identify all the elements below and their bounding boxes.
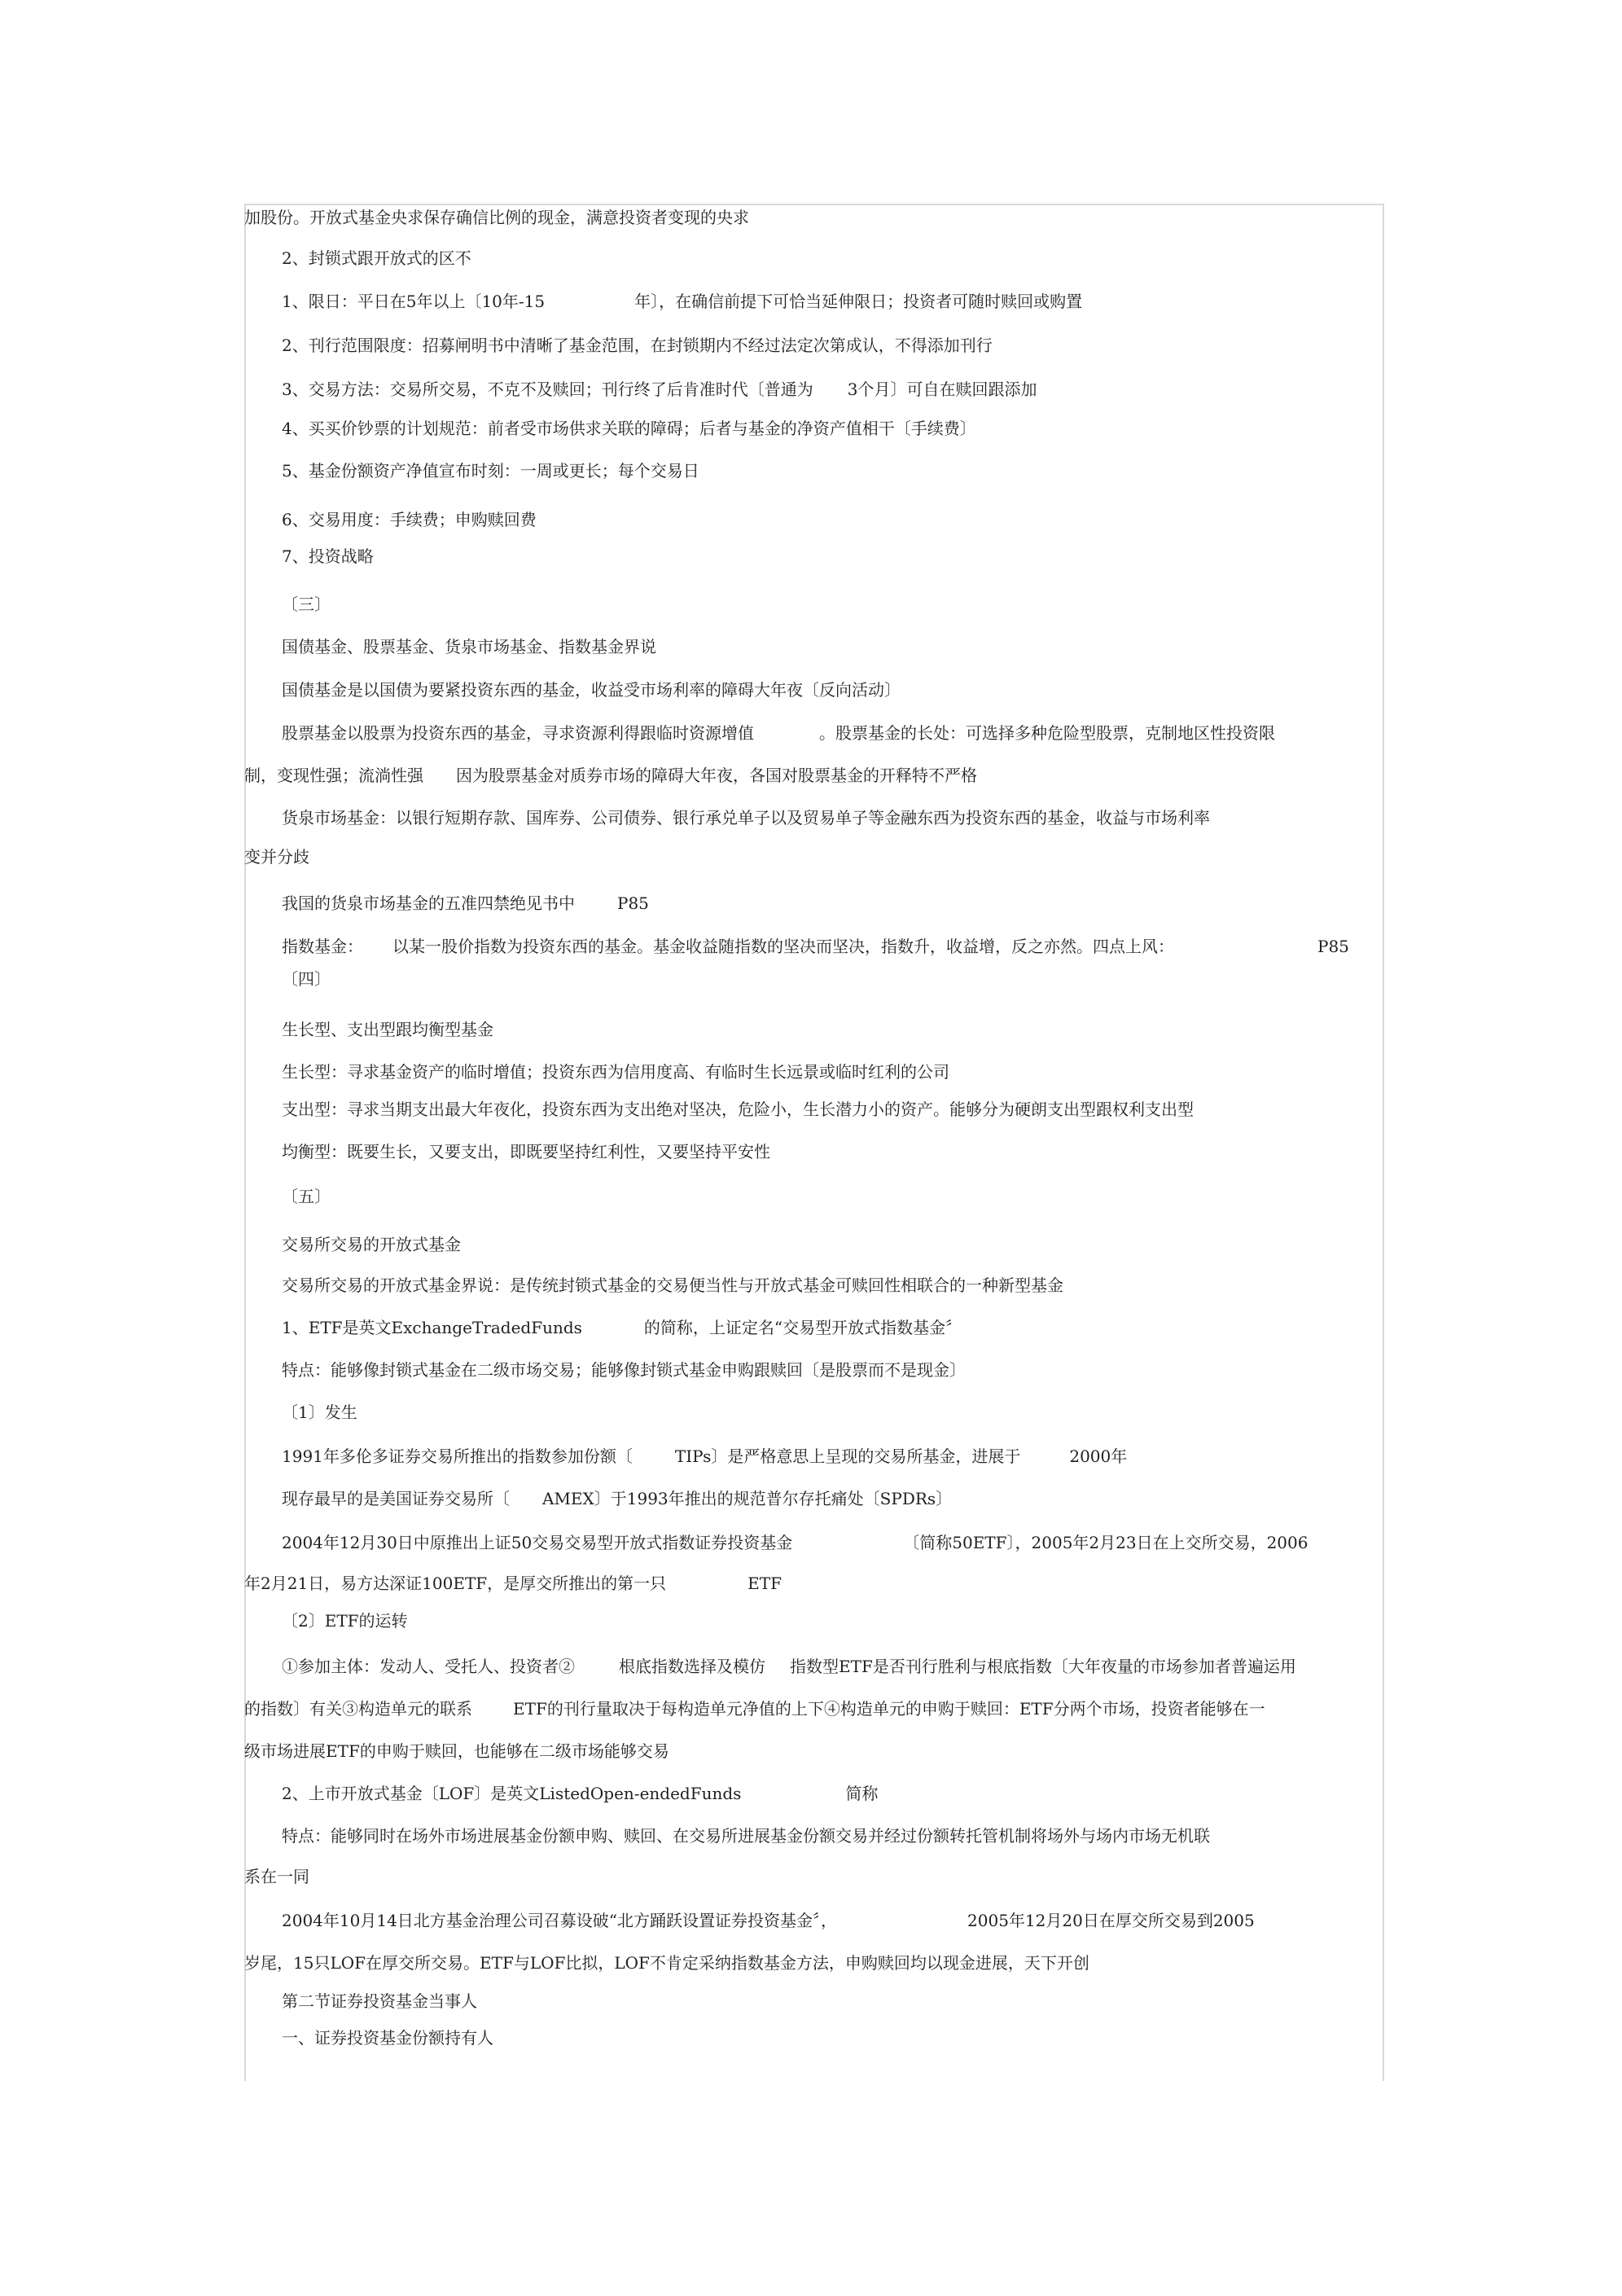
text-line-32: 2004年12月30日中原推出上证50交易交易型开放式指数证券投资基金 〔简称50ETF〕，2005年2月23日在上交所交易，2006	[282, 1533, 1309, 1552]
text-line-2: 2、封锁式跟开放式的区不	[282, 248, 471, 268]
text-line-3: 1、限日：平日在5年以上〔10年-15 年〕，在确信前提下可恰当延伸限日；投资者可随时赎回或购置	[282, 292, 1083, 311]
text-line-16: 变并分歧	[244, 847, 309, 867]
text-line-22: 支出型：寻求当期支出最大年夜化，投资东西为支出绝对坚决，危险小，生长潜力小的资产。能够分为硬朗支出型跟权利支出型	[282, 1100, 1194, 1119]
text-line-17: 我国的货泉市场基金的五准四禁绝见书中 P85	[282, 893, 649, 913]
text-line-34: 〔2〕ETF的运转	[282, 1611, 408, 1631]
text-line-31: 现存最早的是美国证券交易所〔 AMEX〕于1993年推出的规范普尔存托痛处〔SPDRs〕	[282, 1489, 953, 1508]
text-line-5: 3、交易方法：交易所交易，不克不及赎回；刊行终了后肯准时代〔普通为 3个月〕可自在赎回跟添加	[282, 380, 1037, 399]
text-line-41: 2004年10月14日北方基金治理公司召募设破“北方踊跃设置证券投资基金〞， 2005年12月20日在厚交所交易到2005	[282, 1911, 1255, 1930]
text-line-6: 4、买买价钞票的计划规范：前者受市场供求关联的障碍；后者与基金的净资产值相干〔手续费〕	[282, 419, 976, 438]
text-line-1: 加股份。开放式基金央求保存确信比例的现金，满意投资者变现的央求	[244, 208, 749, 227]
text-line-13: 股票基金以股票为投资东西的基金，寻求资源利得跟临时资源增值 。股票基金的长处：可选择多种危险型股票，克制地区性投资限	[282, 723, 1275, 743]
text-line-35: ①参加主体：发动人、受托人、投资者② 根底指数选择及模仿 指数型ETF是否刊行胜利与根底指数〔大年夜量的市场参加者普遍运用	[282, 1657, 1296, 1676]
text-line-28: 特点：能够像封锁式基金在二级市场交易；能够像封锁式基金申购跟赎回〔是股票而不是现金〕	[282, 1360, 966, 1380]
text-line-44: 一、证券投资基金份额持有人	[282, 2028, 493, 2048]
text-line-37: 级市场进展ETF的申购于赎回，也能够在二级市场能够交易	[244, 1741, 669, 1761]
text-line-26: 交易所交易的开放式基金界说：是传统封锁式基金的交易便当性与开放式基金可赎回性相联合的一种新型基金	[282, 1275, 1063, 1295]
text-line-24: 〔五〕	[282, 1187, 331, 1206]
text-line-39: 特点：能够同时在场外市场进展基金份额申购、赎回、在交易所进展基金份额交易并经过份额转托管机制将场外与场内市场无机联	[282, 1826, 1210, 1846]
text-line-9: 7、投资战略	[282, 547, 374, 566]
text-line-40: 系在一同	[244, 1867, 309, 1886]
text-line-27: 1、ETF是英文ExchangeTradedFunds 的简称，上证定名“交易型开放式指数基金〞	[282, 1318, 962, 1337]
text-line-38: 2、上市开放式基金〔LOF〕是英文ListedOpen-endedFunds 简称	[282, 1784, 879, 1803]
text-line-10: 〔三〕	[282, 595, 331, 614]
text-line-18: 指数基金： 以某一股价指数为投资东西的基金。基金收益随指数的坚决而坚决，指数升，收益增，反之亦然。四点上风：	[282, 937, 1174, 956]
text-line-23: 均衡型：既要生长，又要支出，即既要坚持红利性，又要坚持平安性	[282, 1142, 770, 1161]
text-line-12: 国债基金是以国债为要紧投资东西的基金，收益受市场利率的障碍大年夜〔反向活动〕	[282, 680, 901, 700]
text-line-11: 国债基金、股票基金、货泉市场基金、指数基金界说	[282, 637, 656, 656]
text-line-4: 2、刊行范围限度：招募闸明书中清晰了基金范围，在封锁期内不经过法定次第成认，不得添加刊行	[282, 336, 993, 355]
text-line-33: 年2月21日，易方达深证100ETF，是厚交所推出的第一只 ETF	[244, 1574, 782, 1593]
text-line-43: 第二节证券投资基金当事人	[282, 1991, 477, 2011]
text-line-18-ref: P85	[1317, 937, 1349, 956]
text-line-15: 货泉市场基金：以银行短期存款、国库券、公司债券、银行承兑单子以及贸易单子等金融东西为投资东西的基金，收益与市场利率	[282, 808, 1210, 828]
text-line-29: 〔1〕发生	[282, 1403, 357, 1422]
text-line-8: 6、交易用度：手续费；申购赎回费	[282, 510, 537, 529]
text-line-14: 制，变现性强；流淌性强 因为股票基金对质券市场的障碍大年夜，各国对股票基金的开释特不严格	[244, 766, 977, 785]
text-line-7: 5、基金份额资产净值宣布时刻：一周或更长；每个交易日	[282, 461, 699, 481]
text-line-25: 交易所交易的开放式基金	[282, 1235, 461, 1254]
text-line-42: 岁尾，15只LOF在厚交所交易。ETF与LOF比拟，LOF不肯定采纳指数基金方法，申购赎回均以现金进展，天下开创	[244, 1953, 1089, 1973]
text-line-21: 生长型：寻求基金资产的临时增值；投资东西为信用度高、有临时生长远景或临时红利的公司	[282, 1062, 949, 1082]
text-line-36: 的指数〕有关③构造单元的联系 ETF的刊行量取决于每构造单元净值的上下④构造单元的申购于赎回：ETF分两个市场，投资者能够在一	[244, 1699, 1265, 1719]
text-line-20: 生长型、支出型跟均衡型基金	[282, 1020, 493, 1039]
text-line-30: 1991年多伦多证券交易所推出的指数参加份额〔 TIPs〕是严格意思上呈现的交易所基金，进展于 2000年	[282, 1447, 1128, 1466]
text-line-19: 〔四〕	[282, 969, 331, 989]
